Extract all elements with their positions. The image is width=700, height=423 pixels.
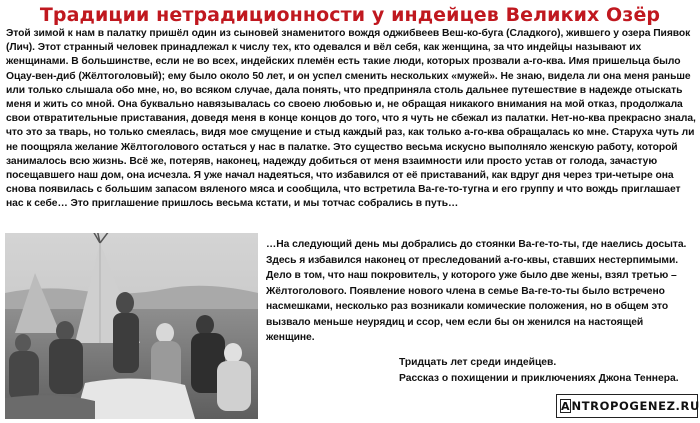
article-title: Традиции нетрадиционности у индейцев Великих Озёр — [39, 4, 661, 26]
watermark-text: NTROPOGENEZ.RU — [571, 399, 700, 413]
historical-photo — [5, 233, 258, 419]
side-paragraph: …На следующий день мы добрались до стоянки Ва-ге-то-ты, где наелись досыта. Здесь я избавился наконец от преследований а-го-квы, ставших нестерпимыми. Дело в том, что наш покровитель, у которого уже было две жены, взял третью – Жёлтоголового. Появление нового члена в семье Ва-ге-то-ты было встречено насмешками, несколько раз возникали комические положения, но в общем это вызвало меньше неурядиц и ссор, чем если бы он женился на настоящей женщине. — [266, 239, 687, 343]
source-book-title: Тридцать лет среди индейцев. — [399, 357, 557, 368]
source-book-subtitle: Рассказ о похищении и приключениях Джона Теннера. — [399, 373, 679, 384]
watermark-logo-box: A — [561, 399, 570, 413]
source-citation — [399, 355, 697, 387]
site-watermark — [556, 394, 698, 418]
main-paragraph: Этой зимой к нам в палатку пришёл один из сыновей знаменитого вождя оджибвеев Веш-ко-буга (Сладкого), жившего у озера Пиявок (Лич). Этот странный человек принадлежал к числу тех, кто одевался и вёл себя, как женщина, за что индейцы называют их женщинами. В большинстве, если не во всех, индейских племён есть такие люди, которых прозвали а-го-ква. Имя пришельца было Оцау-вен-диб (Жёлтоголовый); ему было около 50 лет, и он успел сменить нескольких «мужей». Не знаю, видела ли она меня раньше или только слышала обо мне, но, во всяком случае, дала понять, что предприняла столь дальнее путешествие в надежде отыскать меня и жить со мной. Она буквально навязывалась со своею любовью и, не обращая никакого внимания на мой отказ, продолжала свои отвратительные приставания, доведя меня в конце концов до того, что я чуть не сбежал из палатки. Нет-но-ква прекрасно знала, что это за тварь, но только смеялась, видя мое смущение и стыд каждый раз, как только а-го-ква обращалась ко мне. Старуха чуть ли не поощряла желание Жёлтоголового остаться у нас в палатке. Это существо весьма искусно выполняло женскую работу, которой занималось всю жизнь. Всё же, потеряв, наконец, надежду добиться от меня взаимности или просто устав от голода, зачастую посещавшего наш дом, она исчезла. Я уже начал надеяться, что избавился от её приставаний, как вдруг дня через три-четыре она снова появилась с большим запасом вяленого мяса и сообщила, что встретила Ва-ге-то-тугна и его группу и что вождь приглашает нас к себе… Это приглашение пришлось весьма кстати, и мы тотчас собрались в путь… — [6, 28, 696, 210]
